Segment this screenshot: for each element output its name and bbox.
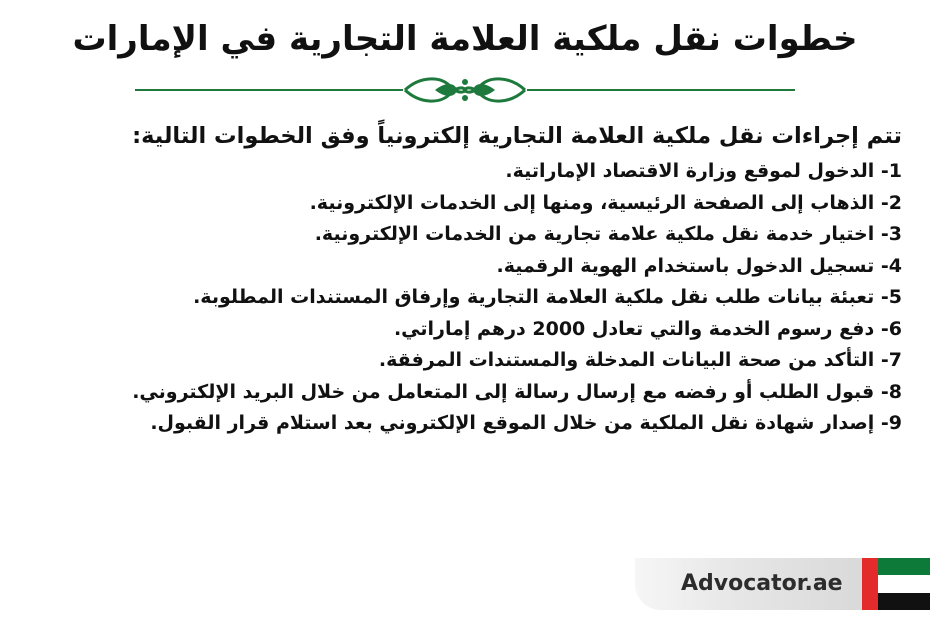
step-item: 2- الذهاب إلى الصفحة الرئيسية، ومنها إلى الخدمات الإلكترونية. [309,191,902,214]
uae-flag-icon [862,558,930,610]
brand-name: Advocator.ae [681,571,843,596]
flag-white-stripe [878,575,930,593]
step-item: 1- الدخول لموقع وزارة الاقتصاد الإماراتية. [505,160,902,182]
step-item: 5- تعبئة بيانات طلب نقل ملكية العلامة التجارية وإرفاق المستندات المطلوبة. [193,286,902,308]
step-item: 7- التأكد من صحة البيانات المدخلة والمستندات المرفقة. [378,349,902,371]
main-content [32,118,902,440]
step-item: 4- تسجيل الدخول باستخدام الهوية الرقمية. [496,254,902,277]
ornamental-divider [135,72,795,108]
flag-black-stripe [878,593,930,610]
brand-footer [635,558,930,610]
brand-band [635,558,865,610]
step-item: 3- اختيار خدمة نقل ملكية علامة تجارية من الخدمات الإلكترونية. [314,223,902,245]
step-item: 9- إصدار شهادة نقل الملكية من خلال الموقع الإلكتروني بعد استلام قرار القبول. [150,412,902,434]
flag-green-stripe [878,558,930,575]
step-item: 6- دفع رسوم الخدمة والتي تعادل 2000 درهم إماراتي. [393,317,902,340]
intro-text: تتم إجراءات نقل ملكية العلامة التجارية إلكترونياً وفق الخطوات التالية: [132,123,902,149]
steps-list [32,156,902,440]
step-item: 8- قبول الطلب أو رفضه مع إرسال رسالة إلى المتعامل من خلال البريد الإلكتروني. [132,380,902,403]
flag-red-stripe [862,558,878,610]
page-title: خطوات نقل ملكية العلامة التجارية في الإمارات [72,19,858,59]
